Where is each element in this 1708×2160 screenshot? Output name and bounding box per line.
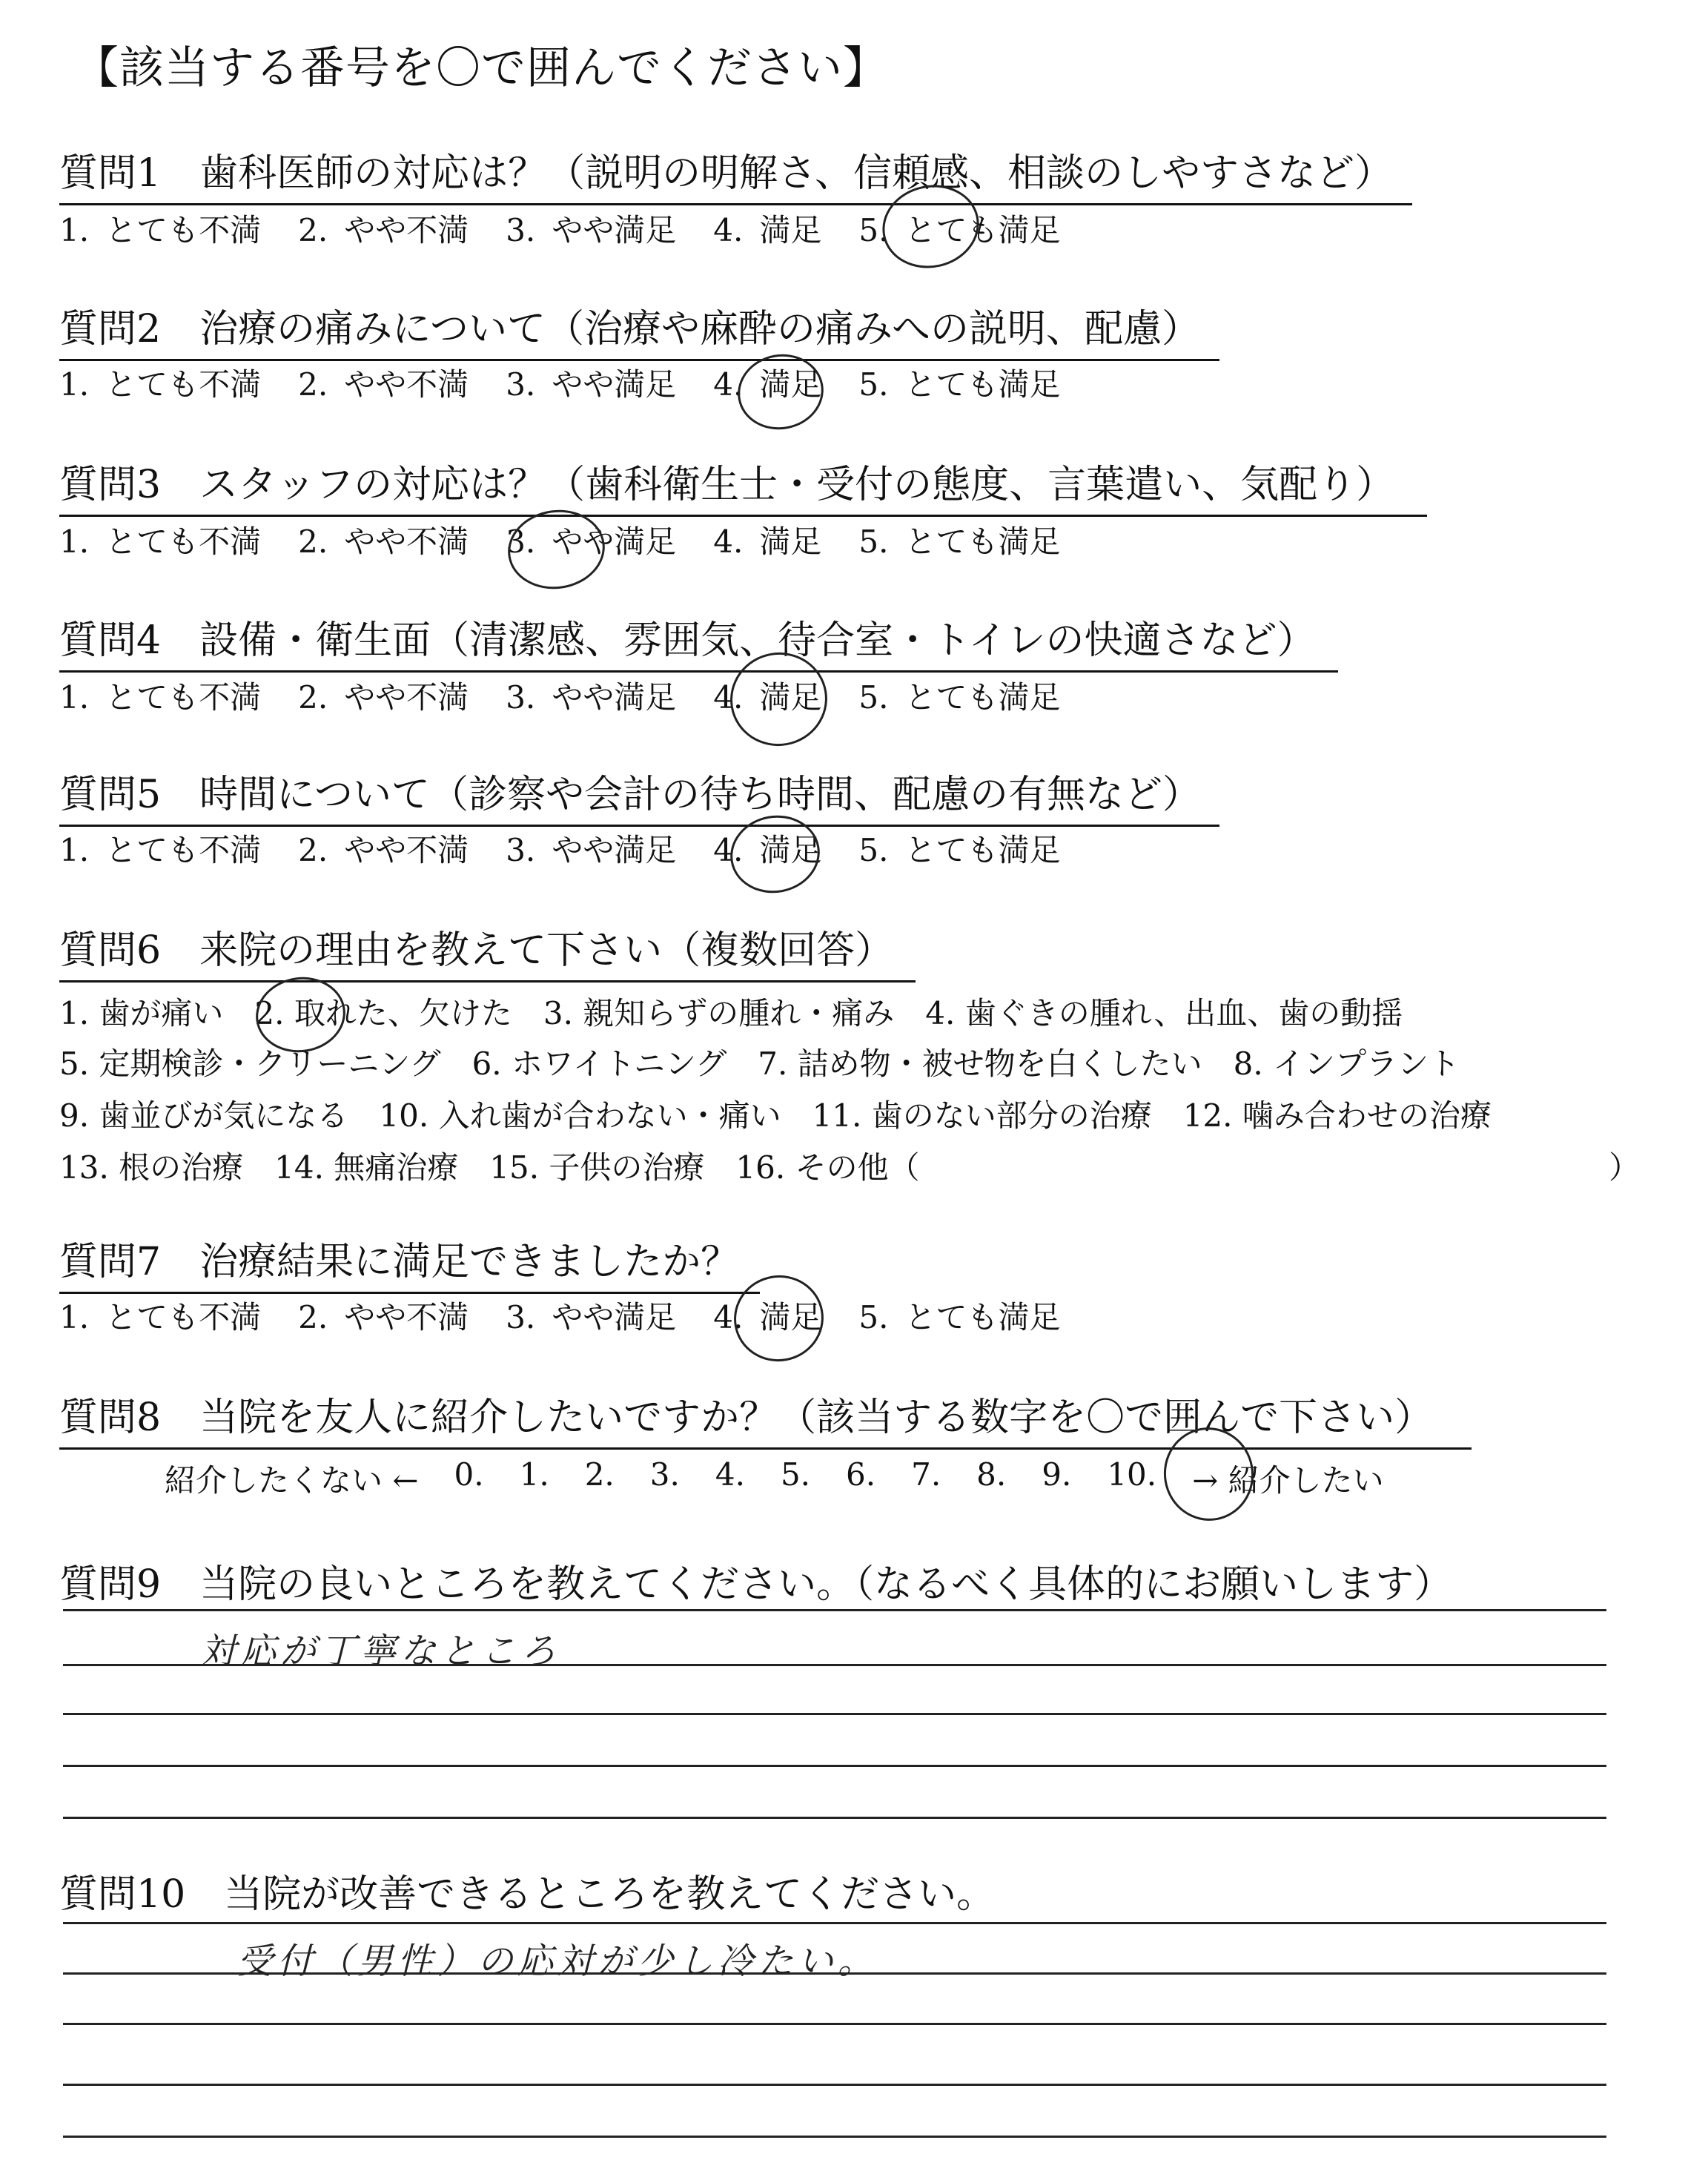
q1-option-5[interactable]: 5. とても満足 [858, 212, 1061, 248]
q7-option-3[interactable]: 3. やや満足 [506, 1299, 677, 1335]
q8-option-7[interactable]: 7. [911, 1456, 941, 1493]
q5-option-5[interactable]: 5. とても満足 [858, 832, 1061, 868]
q5-option-1[interactable]: 1. とても不満 [59, 832, 262, 868]
page-title: 【該当する番号を〇で囲んでください】 [74, 42, 888, 94]
q6-other-close: ） [1609, 1149, 1641, 1186]
q2-title: 質問2 治療の痛みについて（治療や麻酔の痛みへの説明、配慮） [59, 310, 1219, 361]
q8-option-9[interactable]: 9. [1042, 1456, 1072, 1493]
q7-option-2[interactable]: 2. やや不満 [298, 1299, 469, 1335]
q8-option-0[interactable]: 0. [454, 1456, 484, 1493]
q7-options [59, 1299, 1097, 1335]
q10-line-1 [63, 1922, 1606, 1924]
q2-option-5[interactable]: 5. とても満足 [858, 366, 1061, 403]
q1-option-1[interactable]: 1. とても不満 [59, 212, 262, 248]
q1-option-3[interactable]: 3. やや満足 [506, 212, 677, 248]
q6-row-2: 5. 定期検診・クリーニング 6. ホワイトニング 7. 詰め物・被せ物を白くしたい 8. インプラント [59, 1046, 1460, 1082]
q8-option-10[interactable]: 10. [1107, 1456, 1157, 1493]
q5-title: 質問5 時間について（診察や会計の待ち時間、配慮の有無など） [59, 776, 1219, 827]
q6-row-4: 13. 根の治療 14. 無痛治療 15. 子供の治療 16. その他（ [59, 1149, 920, 1186]
q8-option-8[interactable]: 8. [976, 1456, 1007, 1493]
q1-option-2[interactable]: 2. やや不満 [298, 212, 469, 248]
q2-options [59, 366, 1097, 403]
q5-option-4[interactable]: 4. 満足 [713, 832, 822, 868]
q5-options [59, 832, 1097, 868]
q7-title: 質問7 治療結果に満足できましたか？ [59, 1243, 760, 1294]
q5-option-2[interactable]: 2. やや不満 [298, 832, 469, 868]
q10-line-5 [63, 2136, 1606, 2138]
q4-option-2[interactable]: 2. やや不満 [298, 679, 469, 716]
q8-right-label: → 紹介したい [1192, 1462, 1384, 1499]
q2-option-4[interactable]: 4. 満足 [713, 366, 822, 403]
q3-title: 質問3 スタッフの対応は？（歯科衛生士・受付の態度、言葉遣い、気配り） [59, 466, 1427, 517]
q9-line-3 [63, 1713, 1606, 1715]
q4-title: 質問4 設備・衛生面（清潔感、雰囲気、待合室・トイレの快適さなど） [59, 621, 1338, 673]
q4-option-3[interactable]: 3. やや満足 [506, 679, 677, 716]
q2-option-1[interactable]: 1. とても不満 [59, 366, 262, 403]
q10-line-3 [63, 2023, 1606, 2025]
q3-option-1[interactable]: 1. とても不満 [59, 524, 262, 560]
q9-handwritten-answer: 対応が丁寧なところ [200, 1631, 561, 1672]
q5-option-3[interactable]: 3. やや満足 [506, 832, 677, 868]
q3-option-4[interactable]: 4. 満足 [713, 524, 822, 560]
q1-option-4[interactable]: 4. 満足 [713, 212, 822, 248]
q8-option-4[interactable]: 4. [715, 1456, 745, 1493]
q2-option-2[interactable]: 2. やや不満 [298, 366, 469, 403]
q2-option-3[interactable]: 3. やや満足 [506, 366, 677, 403]
q8-option-2[interactable]: 2. [584, 1456, 615, 1493]
q8-left-label: 紹介したくない ← [165, 1462, 419, 1499]
q8-option-6[interactable]: 6. [846, 1456, 876, 1493]
q4-options [59, 679, 1097, 716]
q4-option-1[interactable]: 1. とても不満 [59, 679, 262, 716]
q6-title: 質問6 来院の理由を教えて下さい（複数回答） [59, 931, 916, 982]
q10-handwritten-answer: 受付（男性）の応対が少し冷たい。 [237, 1941, 878, 1982]
q4-option-4[interactable]: 4. 満足 [713, 679, 822, 716]
q3-option-2[interactable]: 2. やや不満 [298, 524, 469, 560]
q9-title: 質問9 当院の良いところを教えてください。（なるべく具体的にお願いします） [59, 1562, 1453, 1607]
q8-option-1[interactable]: 1. [519, 1456, 549, 1493]
q9-line-4 [63, 1765, 1606, 1767]
q9-line-1 [63, 1609, 1606, 1611]
q10-line-4 [63, 2084, 1606, 2086]
q10-title: 質問10 当院が改善できるところを教えてください。 [59, 1872, 996, 1917]
q6-row-3: 9. 歯並びが気になる 10. 入れ歯が合わない・痛い 11. 歯のない部分の治療 12. 噛み合わせの治療 [59, 1097, 1492, 1134]
q7-option-4[interactable]: 4. 満足 [713, 1299, 822, 1335]
q4-option-5[interactable]: 5. とても満足 [858, 679, 1061, 716]
q8-option-5[interactable]: 5. [780, 1456, 811, 1493]
q9-line-5 [63, 1817, 1606, 1819]
q8-title: 質問8 当院を友人に紹介したいですか？（該当する数字を〇で囲んで下さい） [59, 1398, 1472, 1450]
q8-option-3[interactable]: 3. [649, 1456, 680, 1493]
q6-row-1: 1. 歯が痛い 2. 取れた、欠けた 3. 親知らずの腫れ・痛み 4. 歯ぐきの腫れ、出血、歯の動揺 [59, 995, 1403, 1031]
q3-answer-circle [503, 503, 609, 595]
q1-title: 質問1 歯科医師の対応は？（説明の明解さ、信頼感、相談のしやすさなど） [59, 154, 1412, 205]
q7-option-1[interactable]: 1. とても不満 [59, 1299, 262, 1335]
q7-option-5[interactable]: 5. とても満足 [858, 1299, 1061, 1335]
q3-option-5[interactable]: 5. とても満足 [858, 524, 1061, 560]
q3-option-3[interactable]: 3. やや満足 [506, 524, 677, 560]
